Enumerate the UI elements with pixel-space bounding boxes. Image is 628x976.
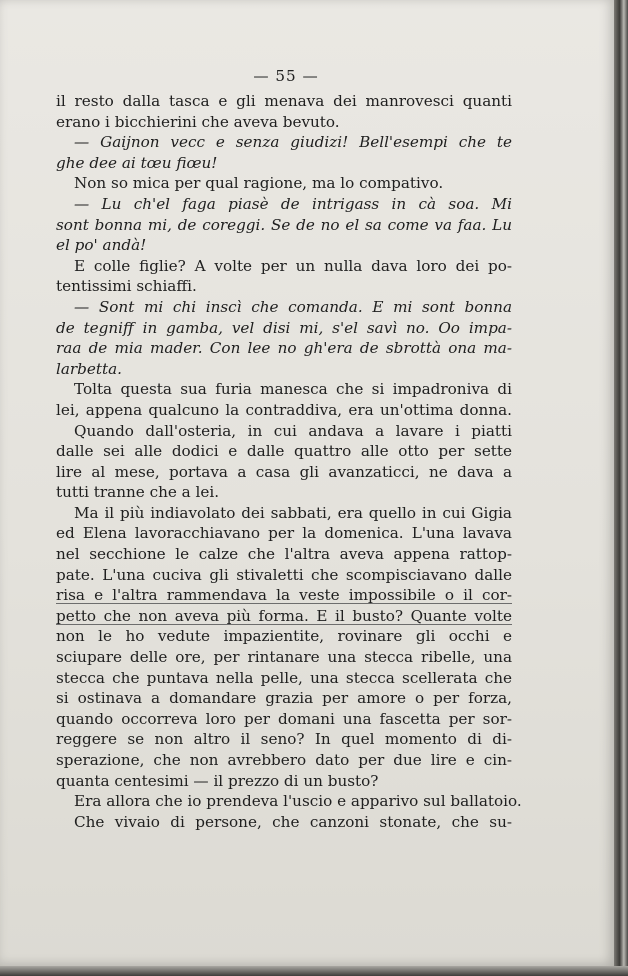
text-line: il resto dalla tasca e gli menava dei manrovesci quanti <box>56 92 512 110</box>
text-line: stecca che puntava nella pelle, una stecca scellerata che <box>56 668 512 687</box>
text-line: — Gaijnon vecc e senza giudizi! Bell'esempi che te <box>74 133 512 152</box>
text-line: si ostinava a domandare grazia per amore o per forza, <box>56 689 512 708</box>
text-line: Tolta questa sua furia manesca che si impadroniva di <box>74 380 512 399</box>
text-line: Ma il più indiavolato dei sabbati, era quello in cui Gigia <box>74 503 512 522</box>
text-line: lei, appena qualcuno la contraddiva, era un'ottima donna. <box>56 400 512 419</box>
page-number: — 55 — <box>253 67 319 85</box>
text-line: E colle figlie? A volte per un nulla dava loro dei po- <box>74 256 512 275</box>
text-line: non le ho vedute impazientite, rovinare gli occhi e <box>56 627 512 646</box>
text-line: Quando dall'osteria, in cui andava a lavare i piatti <box>74 421 512 440</box>
text-line: reggere se non altro il seno? In quel momento di di- <box>56 730 512 749</box>
text-line: risa e l'altra rammendava la veste impossibile o il cor- <box>56 586 512 605</box>
text-line: dalle sei alle dodici e dalle quattro alle otto per sette <box>56 442 512 461</box>
text-line: pate. L'una cuciva gli stivaletti che scompisciavano dalle <box>56 565 512 584</box>
text-line: el po' andà! <box>56 236 147 255</box>
text-line: sciupare delle ore, per rintanare una stecca ribelle, una <box>56 648 512 667</box>
page-edge-shadow <box>614 0 628 976</box>
text-line: erano i bicchierini che aveva bevuto. <box>56 112 340 131</box>
text-line: tutti tranne che a lei. <box>56 483 220 502</box>
text-line: sont bonna mi, de coreggi. Se de no el sa come va faa. Lu <box>56 215 512 234</box>
text-line: ghe dee ai tœu fiœu! <box>56 153 218 172</box>
text-line: lire al mese, portava a casa gli avanzaticci, ne dava a <box>56 462 512 481</box>
text-line: de tegniff in gamba, vel disi mi, s'el savì no. Oo impa- <box>56 318 512 337</box>
text-line: quanta centesimi — il prezzo di un busto? <box>56 771 379 790</box>
text-line: — Lu ch'el faga piasè de intrigass in cà soa. Mi <box>74 194 512 213</box>
text-line: Era allora che io prendeva l'uscio e apparivo sul ballatoio. <box>74 792 522 811</box>
page-text-block <box>56 62 522 832</box>
text-line: Non so mica per qual ragione, ma lo compativo. <box>74 174 444 193</box>
text-line: ed Elena lavoracchiavano per la domenica. L'una lavava <box>56 524 512 543</box>
text-line: sperazione, che non avrebbero dato per due lire e cin- <box>56 751 512 769</box>
text-line: raa de mia mader. Con lee no gh'era de sbrottà ona ma- <box>56 339 512 358</box>
text-line: nel secchione le calze che l'altra aveva appena rattop- <box>56 545 512 564</box>
page-bottom-edge <box>0 966 628 976</box>
text-line: — Sont mi chi inscì che comanda. E mi sont bonna <box>74 297 512 316</box>
text-line: tentissimi schiaffi. <box>56 277 197 296</box>
text-line: petto che non aveva più forma. E il busto? Quante volte <box>56 606 512 625</box>
text-line: larbetta. <box>56 359 122 378</box>
text-line: quando occorreva loro per domani una fascetta per sor- <box>56 709 512 728</box>
text-line: Che vivaio di persone, che canzoni stonate, che su- <box>74 812 512 831</box>
text-lines <box>56 91 522 832</box>
